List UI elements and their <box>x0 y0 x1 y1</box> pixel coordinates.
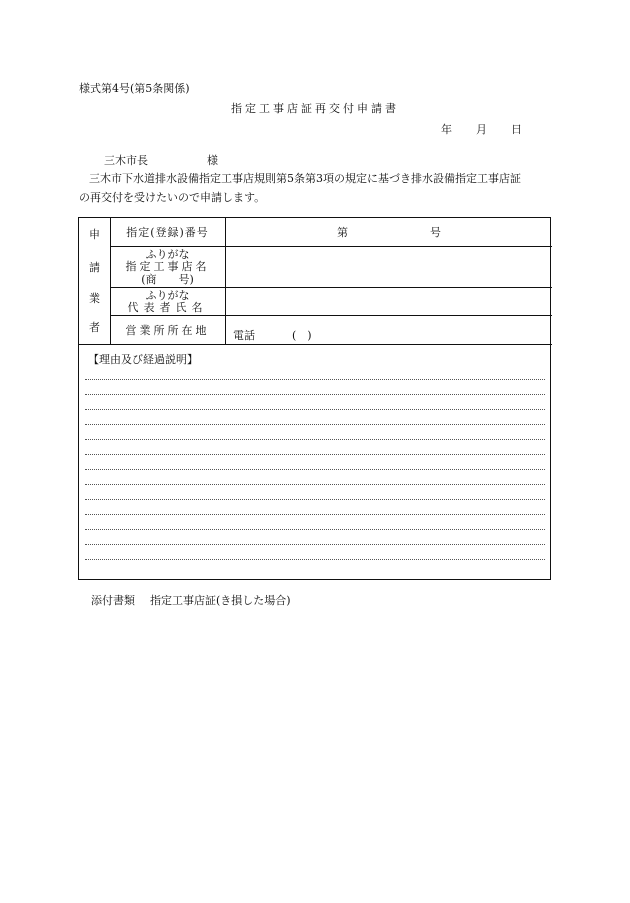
registration-number-field[interactable] <box>226 218 552 246</box>
registration-number-label: 指定(登録)番号 <box>126 226 209 239</box>
date-year: 年 <box>441 123 452 136</box>
representative-name-field[interactable] <box>226 288 552 315</box>
addressee-honorific: 様 <box>207 154 218 167</box>
office-address-field[interactable] <box>226 316 552 344</box>
form-title: 指定工事店証再交付申請書 <box>231 102 399 115</box>
attachment-label: 添付書類 <box>91 594 135 607</box>
body-text-line-1: 三木市下水道排水設備指定工事店規則第5条第3項の規定に基づき排水設備指定工事店証 <box>89 172 521 185</box>
divider <box>79 344 552 345</box>
date-day: 日 <box>511 123 522 136</box>
applicant-char: 請 <box>89 261 100 274</box>
phone-parens: ( ) <box>292 329 312 342</box>
shop-name-furigana: ふりがな <box>145 248 190 261</box>
reason-field[interactable] <box>85 370 545 570</box>
registration-number-prefix: 第 <box>337 226 348 239</box>
body-text-line-2: の再交付を受けたいので申請します。 <box>79 191 266 204</box>
registration-number-suffix: 号 <box>430 226 441 239</box>
applicant-char: 申 <box>89 228 100 241</box>
application-table <box>78 217 551 580</box>
form-number: 様式第4号(第5条関係) <box>79 82 190 95</box>
applicant-char: 者 <box>89 321 100 334</box>
phone-label: 電話 <box>233 329 255 342</box>
shop-name-sub-label: (商 号) <box>141 273 194 286</box>
applicant-char: 業 <box>89 292 100 305</box>
reason-header: 【理由及び経過説明】 <box>88 353 198 366</box>
attachment-value: 指定工事店証(き損した場合) <box>150 594 291 607</box>
representative-name-label: 代表者氏名 <box>127 301 208 314</box>
date-month: 月 <box>476 123 487 136</box>
office-address-label: 営業所所在地 <box>125 324 210 337</box>
shop-name-field[interactable] <box>226 247 552 287</box>
representative-furigana: ふりがな <box>145 289 190 302</box>
addressee-name: 三木市長 <box>104 154 148 167</box>
shop-name-label: 指定工事店名 <box>125 260 210 273</box>
